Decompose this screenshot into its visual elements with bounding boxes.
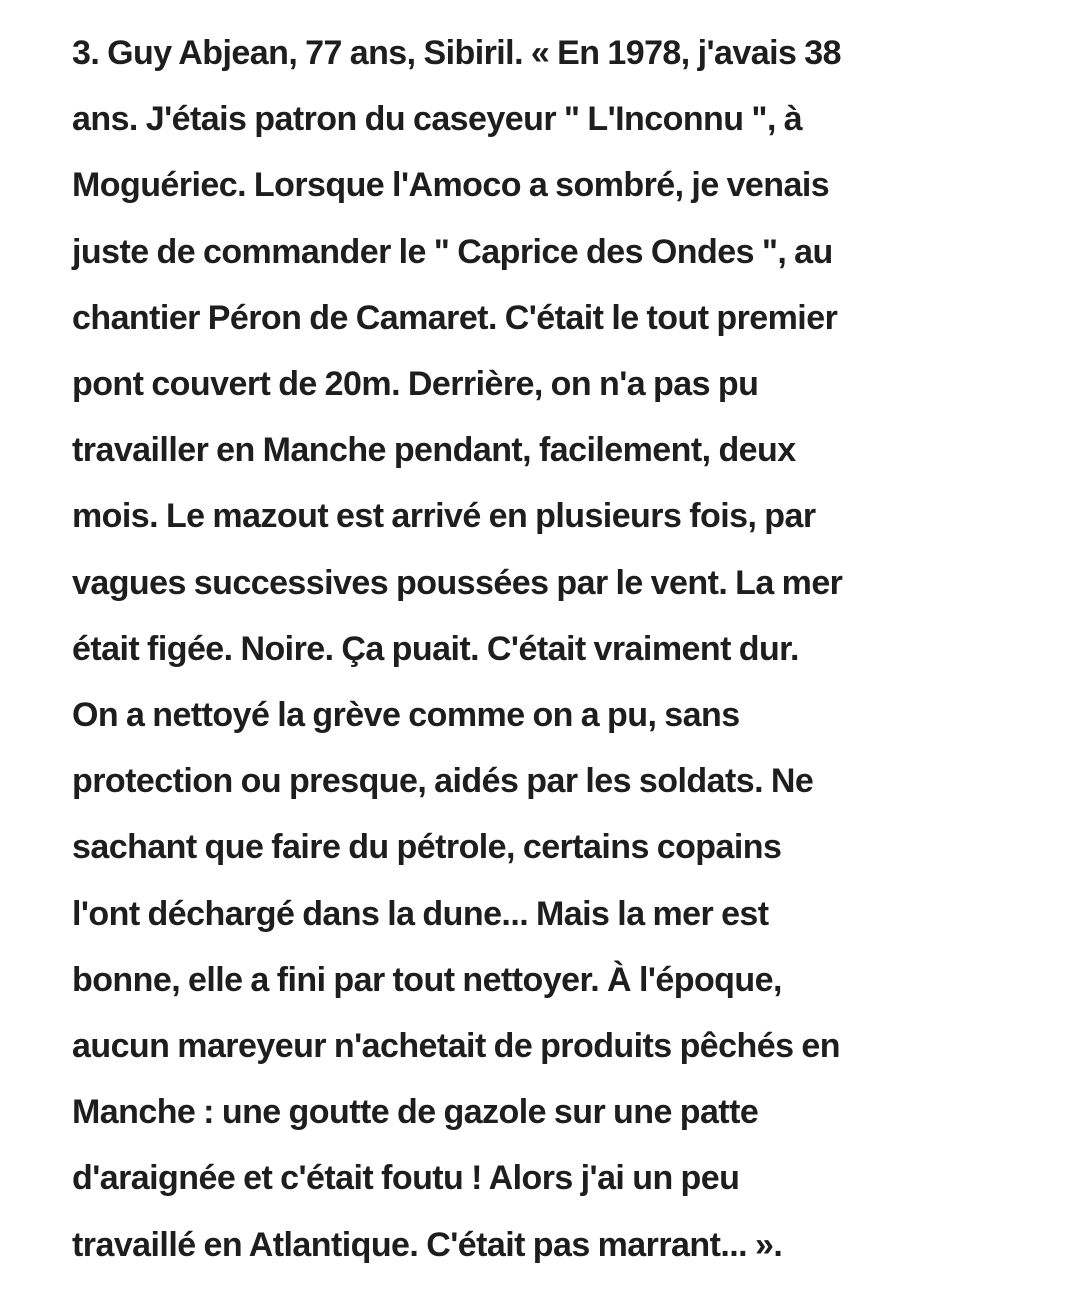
text-line: aucun mareyeur n'achetait de produits pêchés en (72, 1027, 840, 1066)
text-line: travaillé en Atlantique. C'était pas marrant... ». (72, 1225, 783, 1264)
text-line: travailler en Manche pendant, facilement, deux (72, 431, 796, 470)
text-line: mois. Le mazout est arrivé en plusieurs fois, par (72, 497, 816, 536)
text-line: vagues successives poussées par le vent. La mer (72, 563, 843, 602)
text-line: protection ou presque, aidés par les soldats. Ne (72, 762, 814, 801)
text-line: Moguériec. Lorsque l'Amoco a sombré, je venais (72, 166, 830, 205)
text-line: sachant que faire du pétrole, certains copains (72, 828, 782, 867)
text-line: pont couvert de 20m. Derrière, on n'a pas pu (72, 365, 759, 404)
text-line: chantier Péron de Camaret. C'était le tout premier (72, 298, 838, 337)
text-line: 3. Guy Abjean, 77 ans, Sibiril. « En 1978, j'avais 38 (72, 34, 841, 72)
text-line: juste de commander le " Caprice des Ondes ", au (72, 232, 833, 271)
text-line: bonne, elle a fini par tout nettoyer. À l'époque, (72, 960, 782, 999)
text-line: d'araignée et c'était foutu ! Alors j'ai un peu (72, 1159, 740, 1198)
text-line: Manche : une goutte de gazole sur une patte (72, 1093, 759, 1132)
text-line: On a nettoyé la grève comme on a pu, sans (72, 696, 740, 735)
text-line: était figée. Noire. Ça puait. C'était vraiment dur. (72, 629, 799, 668)
article-text (72, 20, 1062, 1278)
text-line: ans. J'étais patron du caseyeur " L'Inconnu ", à (72, 100, 803, 139)
text-line: l'ont déchargé dans la dune... Mais la mer est (72, 894, 769, 933)
